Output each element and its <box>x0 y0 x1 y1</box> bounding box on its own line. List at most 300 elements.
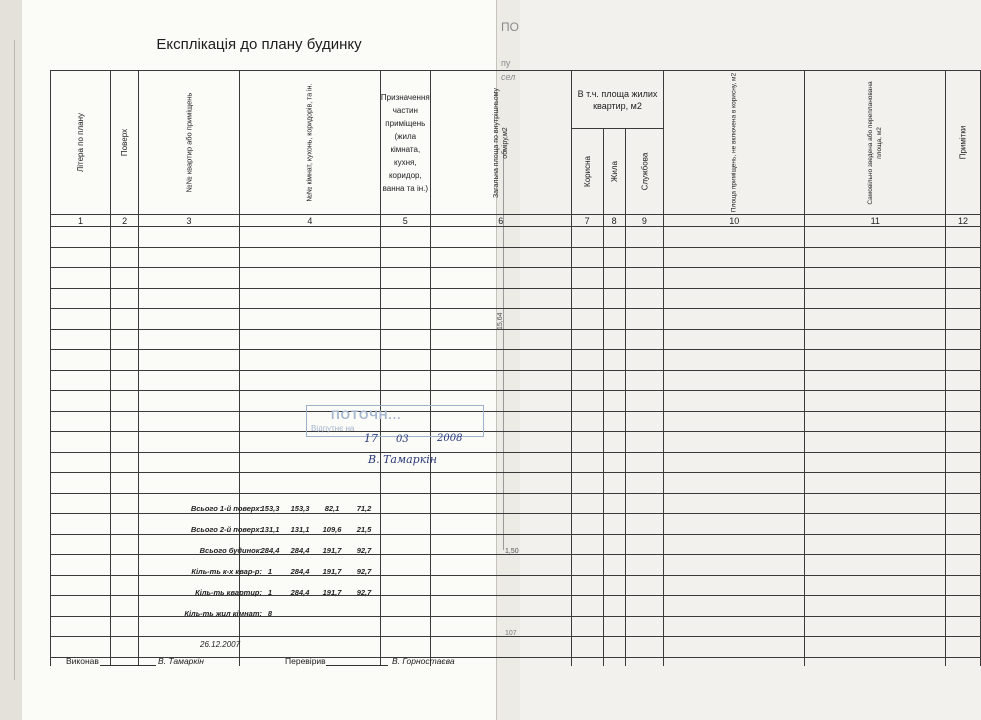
col-number: 5 <box>380 215 430 227</box>
table-cell <box>51 596 111 617</box>
made-signature-line <box>100 665 156 666</box>
table-row <box>51 227 981 248</box>
table-cell <box>51 391 111 412</box>
table-cell <box>239 247 380 268</box>
table-cell <box>805 411 946 432</box>
table-cell <box>111 268 139 289</box>
summary-value: 131,1 <box>290 525 310 534</box>
margin-tick-2: 107 <box>505 630 517 637</box>
header-floor: Поверх <box>111 71 139 215</box>
table-cell <box>664 288 805 309</box>
table-cell <box>625 473 664 494</box>
col-number: 11 <box>805 215 946 227</box>
table-cell <box>111 432 139 453</box>
table-cell <box>946 473 981 494</box>
table-cell <box>430 473 571 494</box>
checked-label: Перевірив <box>285 656 326 666</box>
margin-dimension-label: 15,64 <box>497 312 504 330</box>
header-purpose: Призначення частин приміщень (жила кімната, кухня, коридор, ванна та ін.) <box>380 71 430 215</box>
table-cell <box>139 247 240 268</box>
table-cell <box>571 391 603 412</box>
footer-date: 26.12.2007 <box>200 640 241 649</box>
table-cell <box>571 309 603 330</box>
col-number: 1 <box>51 215 111 227</box>
col-number: 12 <box>946 215 981 227</box>
table-cell <box>139 473 240 494</box>
stamp-line-2-prefix: Відпутнє на <box>311 424 355 433</box>
summary-label: Кіль-ть жил кімнат: <box>184 609 262 618</box>
table-cell <box>51 370 111 391</box>
table-cell <box>946 534 981 555</box>
table-row <box>51 247 981 268</box>
table-cell <box>571 268 603 289</box>
table-cell <box>111 329 139 350</box>
explication-table <box>50 70 981 666</box>
summary-value: 92,7 <box>356 546 372 555</box>
table-cell <box>571 616 603 637</box>
summary-value: 153,3 <box>260 504 280 513</box>
table-cell <box>603 227 625 248</box>
table-cell <box>430 309 571 330</box>
table-cell <box>380 309 430 330</box>
made-name: В. Тамаркін <box>158 656 204 666</box>
table-cell <box>430 616 571 637</box>
table-cell <box>430 247 571 268</box>
table-cell <box>805 288 946 309</box>
table-cell <box>625 616 664 637</box>
table-cell <box>430 288 571 309</box>
header-excluded-area: Площа приміщень, не включена в корисну, м2 <box>664 71 805 215</box>
table-cell <box>380 350 430 371</box>
table-cell <box>603 309 625 330</box>
table-cell <box>805 350 946 371</box>
col-number: 4 <box>239 215 380 227</box>
table-cell <box>664 657 805 666</box>
table-cell <box>571 329 603 350</box>
table-row <box>51 288 981 309</box>
table-cell <box>946 350 981 371</box>
table-cell <box>946 309 981 330</box>
header-unauthorized-area: Самовільно зведена або перепланована площа, м2 <box>805 71 946 215</box>
table-cell <box>625 432 664 453</box>
table-cell <box>603 473 625 494</box>
table-cell <box>805 514 946 535</box>
table-cell <box>239 473 380 494</box>
table-cell <box>625 329 664 350</box>
table-cell <box>805 329 946 350</box>
table-cell <box>139 268 240 289</box>
table-cell <box>139 309 240 330</box>
table-cell <box>239 637 380 658</box>
table-cell <box>239 268 380 289</box>
table-cell <box>946 247 981 268</box>
table-cell <box>603 350 625 371</box>
table-cell <box>625 391 664 412</box>
summary-value: 191,7 <box>322 588 342 597</box>
table-cell <box>111 596 139 617</box>
table-cell <box>946 514 981 535</box>
table-cell <box>430 575 571 596</box>
table-cell <box>664 473 805 494</box>
col-number: 3 <box>139 215 240 227</box>
table-cell <box>111 473 139 494</box>
table-cell <box>603 411 625 432</box>
header-living: Жила <box>603 129 625 215</box>
table-cell <box>571 637 603 658</box>
col-number: 9 <box>625 215 664 227</box>
summary-value: 284,4 <box>260 546 280 555</box>
table-cell <box>946 637 981 658</box>
table-cell <box>111 288 139 309</box>
table-cell <box>239 288 380 309</box>
table-row <box>51 268 981 289</box>
table-cell <box>625 534 664 555</box>
table-cell <box>664 268 805 289</box>
table-cell <box>380 493 430 514</box>
table-cell <box>625 575 664 596</box>
col-number: 10 <box>664 215 805 227</box>
table-cell <box>380 575 430 596</box>
header-litera: Літера по плану <box>51 71 111 215</box>
table-cell <box>430 452 571 473</box>
table-cell <box>625 268 664 289</box>
table-cell <box>625 555 664 576</box>
table-cell <box>805 391 946 412</box>
binding-fold <box>14 40 15 680</box>
table-cell <box>603 493 625 514</box>
table-cell <box>571 288 603 309</box>
table-cell <box>111 350 139 371</box>
summary-value: 71,2 <box>356 504 372 513</box>
table-cell <box>51 575 111 596</box>
table-cell <box>111 370 139 391</box>
table-cell <box>625 288 664 309</box>
table-cell <box>664 637 805 658</box>
table-cell <box>380 370 430 391</box>
stamp-day: 17 <box>364 432 378 445</box>
header-rooms: №№ кімнат, кухонь, коридорів, та ін. <box>239 71 380 215</box>
table-cell <box>380 329 430 350</box>
table-cell <box>946 432 981 453</box>
table-row <box>51 473 981 494</box>
table-cell <box>139 391 240 412</box>
table-cell <box>111 227 139 248</box>
checked-signature-line <box>326 665 388 666</box>
table-cell <box>239 616 380 637</box>
table-cell <box>625 309 664 330</box>
table-cell <box>805 268 946 289</box>
stamp-year: 2008 <box>437 433 463 444</box>
table-cell <box>664 391 805 412</box>
table-cell <box>430 596 571 617</box>
table-cell <box>805 247 946 268</box>
table-cell <box>625 370 664 391</box>
table-cell <box>805 493 946 514</box>
table-cell <box>571 514 603 535</box>
table-cell <box>805 370 946 391</box>
table-cell <box>946 329 981 350</box>
table-cell <box>603 288 625 309</box>
table-cell <box>571 452 603 473</box>
table-cell <box>380 247 430 268</box>
table-cell <box>946 452 981 473</box>
table-cell <box>571 575 603 596</box>
table-cell <box>571 350 603 371</box>
table-cell <box>111 452 139 473</box>
table-cell <box>603 596 625 617</box>
summary-label: Кіль-ть квартир: <box>195 588 262 597</box>
document-title: Експлікація до плану будинку <box>156 36 362 53</box>
table-cell <box>430 534 571 555</box>
col-number: 2 <box>111 215 139 227</box>
header-total-area: Загальна площа по внутрішньому обміру,м2 <box>430 71 571 215</box>
table-cell <box>51 329 111 350</box>
col-number: 6 <box>430 215 571 227</box>
table-cell <box>805 452 946 473</box>
table-cell <box>805 309 946 330</box>
table-cell <box>430 227 571 248</box>
table-cell <box>946 288 981 309</box>
table-cell <box>664 247 805 268</box>
table-cell <box>111 411 139 432</box>
summary-value: 82,1 <box>324 504 340 513</box>
table-cell <box>430 514 571 535</box>
summary-value: 284,4 <box>290 588 310 597</box>
table-cell <box>664 575 805 596</box>
table-cell <box>51 637 111 658</box>
table-cell <box>380 534 430 555</box>
table-cell <box>380 288 430 309</box>
table-cell <box>625 493 664 514</box>
table-cell <box>51 452 111 473</box>
table-cell <box>625 657 664 666</box>
table-cell <box>571 432 603 453</box>
table-cell <box>664 309 805 330</box>
table-cell <box>139 350 240 371</box>
table-cell <box>946 616 981 637</box>
table-cell <box>51 432 111 453</box>
table-row <box>51 391 981 412</box>
header-useful: Корисна <box>571 129 603 215</box>
table-cell <box>805 575 946 596</box>
summary-label: Кіль-ть к-х квар-р: <box>191 567 262 576</box>
table-cell <box>51 288 111 309</box>
table-cell <box>380 473 430 494</box>
table-cell <box>603 514 625 535</box>
table-cell <box>805 637 946 658</box>
table-cell <box>430 268 571 289</box>
table-cell <box>380 227 430 248</box>
table-cell <box>946 493 981 514</box>
table-cell <box>571 555 603 576</box>
table-cell <box>664 596 805 617</box>
table-cell <box>571 247 603 268</box>
table-cell <box>571 370 603 391</box>
table-cell <box>51 514 111 535</box>
table-cell <box>571 227 603 248</box>
table-cell <box>946 657 981 666</box>
table-cell <box>625 596 664 617</box>
col-number: 7 <box>571 215 603 227</box>
table-cell <box>571 657 603 666</box>
summary-value: 1 <box>267 567 273 576</box>
table-cell <box>139 411 240 432</box>
table-cell <box>139 616 240 637</box>
table-cell <box>51 473 111 494</box>
table-cell <box>380 616 430 637</box>
table-cell <box>946 227 981 248</box>
table-row <box>51 309 981 330</box>
table-cell <box>664 329 805 350</box>
table-cell <box>603 637 625 658</box>
table-cell <box>571 493 603 514</box>
table-cell <box>51 309 111 330</box>
summary-value: 8 <box>267 609 273 618</box>
table-cell <box>430 350 571 371</box>
table-cell <box>239 309 380 330</box>
margin-tick-1: 1,50 <box>505 548 519 555</box>
table-cell <box>625 227 664 248</box>
table-cell <box>603 247 625 268</box>
table-cell <box>139 432 240 453</box>
table-cell <box>664 370 805 391</box>
table-cell <box>51 411 111 432</box>
table-cell <box>111 616 139 637</box>
col-number: 8 <box>603 215 625 227</box>
table-cell <box>603 452 625 473</box>
table-cell <box>239 350 380 371</box>
summary-value: 284,4 <box>290 546 310 555</box>
margin-top-text: ПО <box>501 20 519 34</box>
table-cell <box>603 432 625 453</box>
table-cell <box>664 227 805 248</box>
table-cell <box>946 575 981 596</box>
table-cell <box>111 637 139 658</box>
header-living-group: В т.ч. площа жилих квартир, м2 <box>571 71 664 129</box>
table-cell <box>805 473 946 494</box>
table-cell <box>805 555 946 576</box>
table-row <box>51 370 981 391</box>
table-cell <box>946 596 981 617</box>
table-cell <box>380 637 430 658</box>
table-cell <box>139 452 240 473</box>
stamp-signature: В. Тамаркін <box>368 453 438 466</box>
table-cell <box>239 452 380 473</box>
table-cell <box>239 370 380 391</box>
margin-side-text-1: пу <box>501 58 511 68</box>
table-cell <box>625 350 664 371</box>
table-cell <box>111 309 139 330</box>
header-notes: Примітки <box>946 71 981 215</box>
table-cell <box>603 575 625 596</box>
table-row <box>51 452 981 473</box>
table-cell <box>571 411 603 432</box>
table-cell <box>139 329 240 350</box>
table-cell <box>430 370 571 391</box>
table-cell <box>111 514 139 535</box>
table-cell <box>625 247 664 268</box>
table-row <box>51 637 981 658</box>
table-cell <box>946 370 981 391</box>
table-cell <box>625 637 664 658</box>
table-cell <box>603 616 625 637</box>
table-cell <box>380 596 430 617</box>
table-cell <box>805 432 946 453</box>
summary-value: 92,7 <box>356 588 372 597</box>
table-cell <box>946 411 981 432</box>
table-cell <box>625 452 664 473</box>
summary-value: 92,7 <box>356 567 372 576</box>
table-cell <box>664 452 805 473</box>
table-cell <box>51 227 111 248</box>
table-cell <box>111 493 139 514</box>
table-cell <box>139 370 240 391</box>
scan-left-margin <box>0 0 23 720</box>
table-row <box>51 616 981 637</box>
table-row <box>51 432 981 453</box>
table-cell <box>805 596 946 617</box>
table-row <box>51 350 981 371</box>
table-cell <box>430 637 571 658</box>
table-cell <box>51 247 111 268</box>
table-cell <box>239 329 380 350</box>
table-cell <box>111 391 139 412</box>
header-service: Службова <box>625 129 664 215</box>
table-cell <box>664 555 805 576</box>
table-cell <box>664 534 805 555</box>
table-cell <box>380 514 430 535</box>
table-cell <box>51 268 111 289</box>
table-cell <box>571 534 603 555</box>
summary-value: 153,3 <box>290 504 310 513</box>
table-cell <box>603 534 625 555</box>
table-cell <box>239 227 380 248</box>
table-cell <box>430 555 571 576</box>
table-cell <box>51 534 111 555</box>
summary-value: 1 <box>267 588 273 597</box>
table-cell <box>139 288 240 309</box>
table-cell <box>805 227 946 248</box>
table-cell <box>603 391 625 412</box>
stamp-line-1: ПОТОЧН... <box>331 408 402 422</box>
table-cell <box>664 514 805 535</box>
table-cell <box>946 555 981 576</box>
table-row <box>51 411 981 432</box>
table-cell <box>111 555 139 576</box>
table-cell <box>664 411 805 432</box>
made-label: Виконав <box>66 656 99 666</box>
table-cell <box>380 555 430 576</box>
table-cell <box>946 268 981 289</box>
summary-value: 131,1 <box>260 525 280 534</box>
summary-value: 21,5 <box>356 525 372 534</box>
table-cell <box>430 329 571 350</box>
table-cell <box>571 473 603 494</box>
table-cell <box>805 534 946 555</box>
table-cell <box>603 657 625 666</box>
table-cell <box>805 616 946 637</box>
table-cell <box>946 391 981 412</box>
table-row <box>51 329 981 350</box>
table-cell <box>430 493 571 514</box>
checked-name: В. Горностаєва <box>392 656 455 666</box>
table-cell <box>380 268 430 289</box>
margin-side-text-2: сел <box>501 72 516 82</box>
summary-value: 284,4 <box>290 567 310 576</box>
table-cell <box>603 329 625 350</box>
table-cell <box>139 227 240 248</box>
table-cell <box>111 534 139 555</box>
